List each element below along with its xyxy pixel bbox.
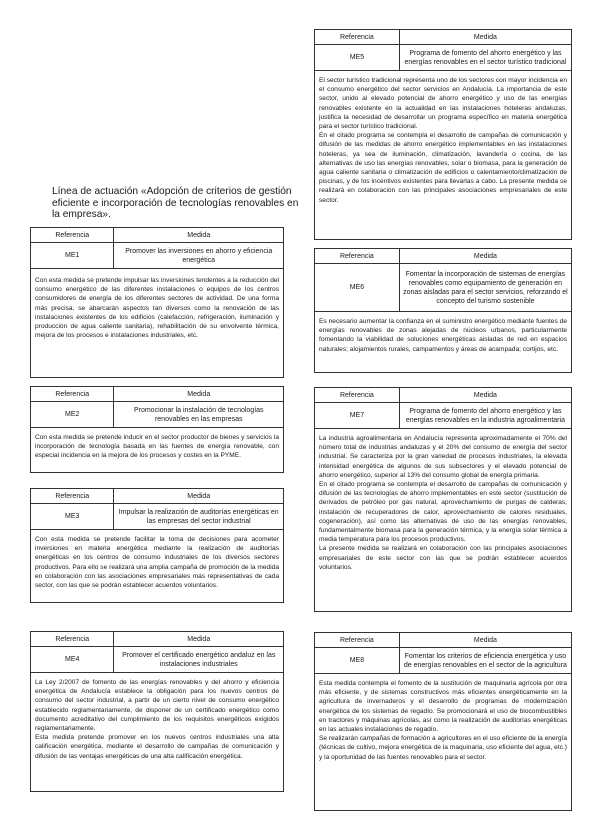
- header-referencia: Referencia: [31, 489, 114, 504]
- header-medida: Medida: [399, 633, 571, 648]
- measure-title: Fomentar los criterios de eficiencia energética y uso de energías renovables en el sector de la agricultura: [399, 648, 571, 674]
- description-paragraph: Con esta medida se pretende inducir en el sector productor de bienes y servicios la incorporación de tecnología basada en las fuentes de energía renovable, con especial incidencia en la mejora de los procesos y costes en la PYME.: [35, 434, 279, 460]
- header-referencia: Referencia: [31, 387, 114, 402]
- measure-table: [314, 387, 572, 429]
- header-medida: Medida: [114, 632, 284, 647]
- measure-description: [314, 312, 572, 373]
- description-paragraph: Se realizarán campañas de formación a agricultores en el uso eficiente de la energía (técnicas de cultivo, mejora energética de la maquinaria, uso eficiente del agua, etc.) y la oportunidad de las fuentes renovables para el sector.: [319, 735, 567, 761]
- header-referencia: Referencia: [315, 388, 400, 403]
- header-referencia: Referencia: [315, 633, 400, 648]
- measure-me8: [314, 632, 572, 811]
- measure-code: ME8: [315, 648, 400, 674]
- measure-me7: [314, 387, 572, 612]
- measure-table: [314, 29, 572, 71]
- header-referencia: Referencia: [315, 249, 400, 264]
- description-paragraph: La industria agroalimentaria en Andalucía representa aproximadamente el 70% del número total de industrias andaluzas y el 20% del consumo de energía del sector industrial. Se caracteriza por la gran variedad de procesos industriales, la elevada intensidad energética de algunos de sus subsectores y el elevado potencial de ahorro energético, superior al 13% del consumo global de energía primaria.: [319, 435, 567, 479]
- description-paragraph: En el citado programa se contempla el desarrollo de campañas de comunicación y difusión de las tecnologías de ahorro implementables en este sector (sustitución de derivados de petróleo por gas natural, aprovechamiento de purgas de calderas, instalación de recuperadores de calor, aprovechamiento de calores residuales, cogeneración), así como las alternativas de uso de las energías renovables, fundamentalmente biomasa para la generación térmica, y la energía solar térmica a media temperatura para los procesos productivos.: [319, 481, 567, 544]
- measure-code: ME5: [315, 45, 400, 71]
- measure-description: [314, 429, 572, 612]
- header-medida: Medida: [114, 228, 284, 243]
- measure-description: [30, 673, 284, 792]
- measure-code: ME2: [31, 402, 114, 428]
- measure-table: [314, 248, 572, 312]
- header-medida: Medida: [399, 30, 571, 45]
- measure-table: [30, 488, 284, 530]
- measure-description: [30, 269, 284, 378]
- measure-table: [30, 631, 284, 673]
- measure-code: ME3: [31, 504, 114, 530]
- measure-title: Programa de fomento del ahorro energético y las energías renovables en la industria agroalimentaria: [399, 403, 571, 429]
- measure-me2: [30, 386, 284, 473]
- description-paragraph: En el citado programa se contempla el desarrollo de campañas de comunicación y difusión de las medidas de ahorro energético implementables en las instalaciones hoteleras, ya sea de iluminación, climatización, lavandería o cocina, de las alternativas de uso las energías renovables, solar o biomasa, para la generación de agua caliente sanitaria o climatización de edificios o calentamiento/climatización de piscinas, y de los incentivos existentes para llevarlas a cabo. La presente medida se realizará en colaboración con las principales asociaciones empresariales de este sector.: [319, 132, 567, 204]
- measure-me1: [30, 227, 284, 378]
- measure-title: Promocionar la instalación de tecnologías renovables en las empresas: [114, 402, 284, 428]
- measure-code: ME1: [31, 243, 114, 269]
- measure-code: ME4: [31, 647, 114, 673]
- measure-description: [30, 428, 284, 473]
- description-paragraph: Esta medida pretende promover en los nuevos centros industriales una alta calificación energética, mediante el desarrollo de campañas de comunicación y difusión de las ventajas energéticas de una alta calificación energética.: [35, 734, 279, 760]
- measure-description: [314, 674, 572, 811]
- measure-table: [30, 386, 284, 428]
- measure-description: [30, 530, 284, 603]
- description-paragraph: Es necesario aumentar la confianza en el suministro energético mediante fuentes de energías renovables de zonas alejadas de núcleos urbanos, particularmente fomentando la viabilidad de soluciones energéticas aisladas de red en espacios naturales; alojamientos rurales, campamentos y áreas de acampada; cortijos, etc.: [319, 318, 567, 353]
- description-paragraph: La presente medida se realizará en colaboración con las principales asociaciones empresariales de este sector con las que se podrán establecer acuerdos voluntarios.: [319, 545, 567, 571]
- measure-code: ME6: [315, 264, 400, 312]
- measure-title: Fomentar la incorporación de sistemas de energías renovables como equipamiento de generación en zonas aisladas para el sector servicios, reforzando el concepto del turismo sostenible: [399, 264, 571, 312]
- header-medida: Medida: [114, 489, 284, 504]
- measure-code: ME7: [315, 403, 400, 429]
- measure-me3: [30, 488, 284, 603]
- header-medida: Medida: [399, 388, 571, 403]
- measure-title: Programa de fomento del ahorro energético y las energías renovables en el sector turístico tradicional: [399, 45, 571, 71]
- description-paragraph: Con esta medida se pretende impulsar las inversiones tendentes a la reducción del consumo energético de las diferentes instalaciones o equipos de los centros consumidores de energía de los diferentes sectores de actividad. De una forma más precisa, se abarcarán aspectos tan diversos como la renovación de las instalaciones existentes de los edificios (calefacción, refrigeración, iluminación y producción de agua caliente sanitaria), rehabilitación de su envolvente térmica, mejora de los procesos e instalaciones industriales, etc.: [35, 277, 279, 340]
- measure-me4: [30, 631, 284, 792]
- measure-me5: [314, 29, 572, 240]
- section-heading: Línea de actuación «Adopción de criterios de gestión eficiente e incorporación de tecnologías renovables en la empresa».: [52, 186, 299, 220]
- measure-title: Promover las inversiones en ahorro y eficiencia energética: [114, 243, 284, 269]
- header-referencia: Referencia: [31, 632, 114, 647]
- header-medida: Medida: [399, 249, 571, 264]
- measure-title: Impulsar la realización de auditorías energéticas en las empresas del sector industrial: [114, 504, 284, 530]
- description-paragraph: Esta medida contempla el fomento de la sustitución de maquinaria agrícola por otra más eficiente, y de sistemas constructivos más eficientes energéticamente en la agricultura de invernaderos y el desarrollo de programas de modernización energética de los sistemas de regadío. Se promocionará el uso de biocombustibles en tractores y máquinas agrícolas, así como la realización de auditorías energéticas en las actuales instalaciones de regadío.: [319, 680, 567, 734]
- description-paragraph: La Ley 2/2007 de fomento de las energías renovables y del ahorro y eficiencia energética de Andalucía establece la obligación para los nuevos centros de consumo del sector industrial, a partir de un cierto nivel de consumo energético establecido reglamentariamente, de disponer de un certificado energético como documento acreditativo del cumplimiento de los requisitos energéticos exigidos reglamentariamente.: [35, 679, 279, 733]
- description-paragraph: El sector turístico tradicional representa uno de los sectores con mayor incidencia en el consumo energético del sector servicios en Andalucía. La importancia de este sector, unido al elevado potencial de ahorro energético y uso de las energías renovables existente en la actualidad en las instalaciones hoteleras andaluzas, justifica la necesidad de desarrollar un programa específico en materia energética para el sector turístico tradicional.: [319, 77, 567, 131]
- measure-title: Promover el certificado energético andaluz en las instalaciones industriales: [114, 647, 284, 673]
- measure-description: [314, 71, 572, 240]
- header-referencia: Referencia: [31, 228, 114, 243]
- measure-table: [314, 632, 572, 674]
- header-referencia: Referencia: [315, 30, 400, 45]
- description-paragraph: Con esta medida se pretende facilitar la toma de decisiones para acometer inversiones en materia energética mediante la realización de auditorías energéticas en los centros de consumo industriales de los diversos sectores productivos. Para ello se realizará una amplia campaña de promoción de la medida en colaboración con las asociaciones empresariales más representativas de cada sector, con las que se podrán establecer acuerdos voluntarios.: [35, 536, 279, 590]
- measure-table: [30, 227, 284, 269]
- measure-me6: [314, 248, 572, 373]
- header-medida: Medida: [114, 387, 284, 402]
